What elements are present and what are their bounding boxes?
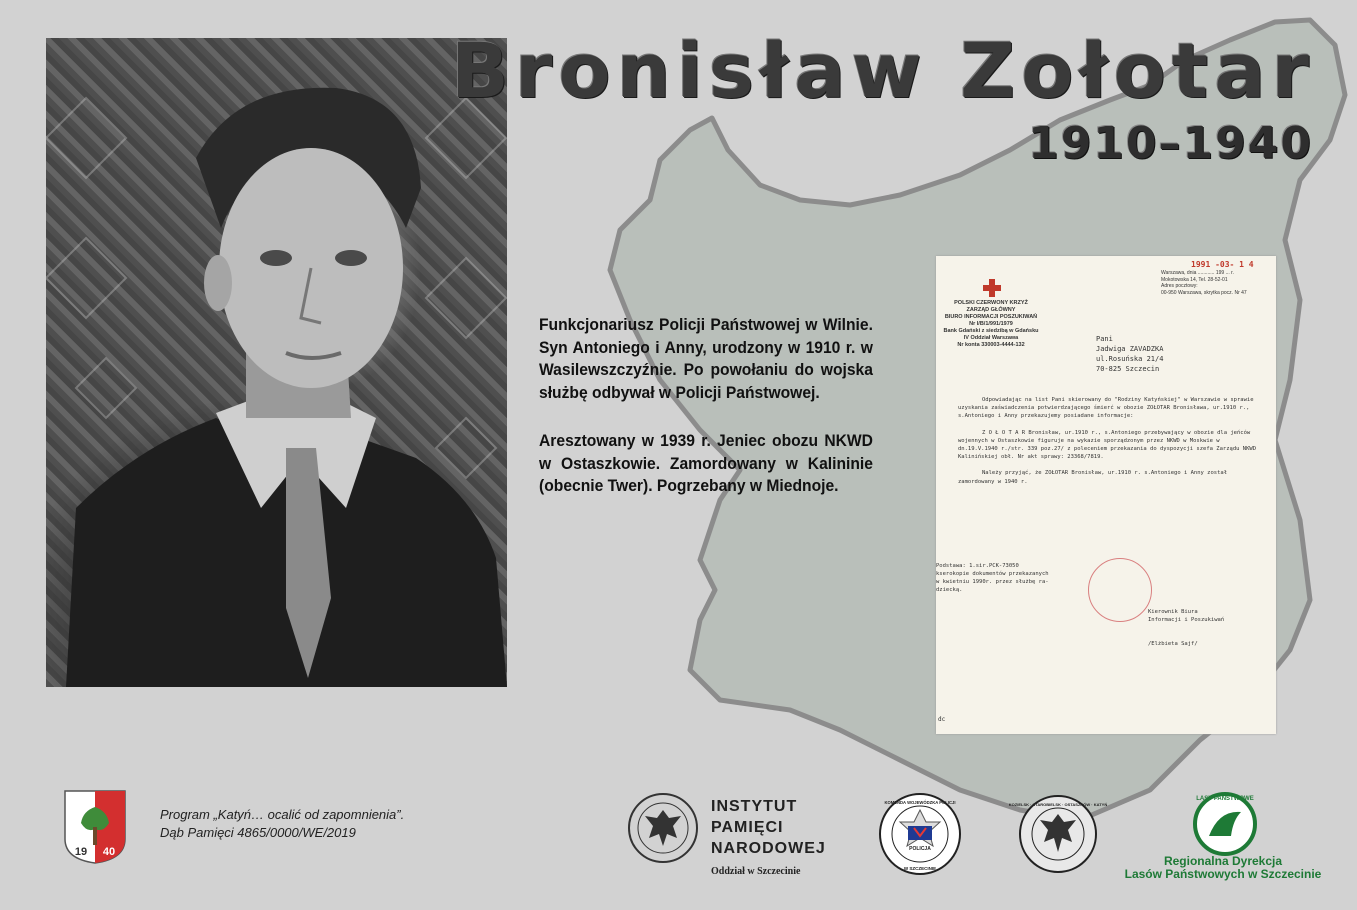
lasy-line-1: Regionalna Dyrekcja [1163,854,1283,868]
document-footer-block [936,562,1049,594]
bio-paragraph-1: Funkcjonariusz Policji Państwowej w Wilnie. Syn Antoniego i Anny, urodzony w 1910 r. w Wasilewszczyźnie. Po powołaniu do wojska służbę odbywał w Policji Państwowej. [539,315,873,402]
document-signature-line: /Elżbieta Sajf/ [1148,641,1198,647]
program-caption [160,806,404,842]
document-address-block [1096,334,1163,374]
lasy-directorate-name [1120,855,1326,881]
document-header-block [1161,270,1247,296]
lasy-panstwowe-logo [1189,790,1261,856]
document-org-line: ZARZĄD GŁÓWNY [966,307,1016,313]
police-badge-label: POLICJA [909,846,931,852]
life-years: 1910–1940 [1028,118,1313,169]
ipn-name [711,796,826,859]
document-address-line: ul.Rosuńska 21/4 [1096,355,1164,363]
katyn-1940-shield-logo [63,789,127,865]
ipn-eagle-seal-icon [627,792,699,864]
document-footer-line: w kwietniu 1990r. przez służbę ra- [936,579,1049,585]
document-signature-block [1148,608,1224,648]
document-signature-line [1148,624,1224,632]
document-footer-line: dziecką. [936,587,963,593]
document-org-line: BIURO INFORMACJI POSZUKIWAŃ [944,314,1038,320]
logo-1940-right: 40 [102,846,116,858]
document-footer-line: kserokopie dokumentów przekazanych [936,571,1049,577]
police-text-bottom: W SZCZECINIE [903,866,937,871]
police-text-top: KOMENDA WOJEWÓDZKA POLICJI [884,800,956,805]
document-header-line: Mokotowska 14, Tel. 28-52-01 [1161,276,1228,283]
bio-paragraph-2: Aresztowany w 1939 r. Jeniec obozu NKWD w Ostaszkowie. Zamordowany w Kalininie (obecnie Twer). Pogrzebany w Miednoje. [539,431,873,495]
ipn-line-3: NARODOWEJ [711,840,826,857]
ipn-line-2: PAMIĘCI [711,819,784,836]
logo-1940-left: 19 [74,846,88,858]
document-org-line: IV Oddział Warszawa [963,335,1019,341]
lasy-badge-text: LASY PAŃSTWOWE [1196,796,1254,802]
document-org-line: Bank Gdański z siedzibą w Gdańsku [943,328,1039,334]
document-seal-stamp [1088,558,1152,622]
document-body-paragraph: Odpowiadając na list Pani skierowany do "Rodziny Katyńskiej" w Warszawie w sprawie uzyskania zaświadczenia potwierdzającego śmierć w obozie ZOŁOTAR Bronisława, ur.1910 r., s.Antoniego i Anny przekazujemy posiadane informacje: [958,397,1254,420]
document-address-line: Jadwiga ZAVADZKA [1096,345,1164,353]
document-header-line: Adres pocztowy: [1161,283,1198,289]
document-org-line: POLSKI CZERWONY KRZYŻ [954,300,1028,306]
document-footer-line: Podstawa: 1.sir.PCK-73050 [936,563,1019,569]
document-signature-line: Kierownik Biura [1148,609,1198,615]
portrait-figure [46,38,507,687]
program-line-1: Program „Katyń… ocalić od zapomnienia”. [160,807,405,822]
document-body-paragraph: Z O Ł O T A R Bronisław, ur.1910 r., s.Antoniego przebywający w obozie dla jeńców wojennych w Ostaszkowie figuruje na wykazie sporządzonym przez NKWD w Moskwie w dn.19.V.1940 r./str. 339 poz.27/ z poleceniem przekazania do dyspozycji szefa Zarządu NKWD Kalinińskiej obł. Nr akt sprawy: 23368/7819. [958,429,1257,461]
ipn-line-1: INSTYTUT [711,798,798,815]
lasy-line-2: Lasów Państwowych w Szczecinie [1124,867,1322,881]
police-badge-icon [878,792,962,876]
red-cross-icon [982,278,1002,298]
document-initials: dc [938,716,946,723]
katyn-eagle-seal-icon [1008,794,1108,874]
document-address-line: Pani [1096,335,1113,343]
document-signature-line [1148,632,1224,640]
document-body-paragraph: Należy przyjąć, że ZOŁOTAR Bronisław, ur.1910 r. s.Antoniego i Anny został zamordowany w 1940 r. [958,470,1228,485]
biography-text [539,314,873,524]
document-header-line: Warszawa, dnia ............ 199 ... r. [1161,270,1234,276]
document-body [958,396,1258,494]
document-stamp-date: 1991 -03- 1 4 [1191,260,1254,269]
document-address-line: 70-825 Szczecin [1096,365,1160,373]
document-org-line: Nr konta 330003-4444-132 [957,342,1025,348]
document-signature-line: Informacji i Poszukiwań [1148,617,1225,623]
program-line-2: Dąb Pamięci 4865/0000/WE/2019 [160,825,356,840]
document-org-line: Nr I/B/1/991/1979 [969,321,1013,327]
katyn-seal-text: KOZIELSK · STAROBIELSK · OSTASZKÓW · KATYŃ [1008,802,1108,807]
person-name-title: Bronisław Zołotar [450,26,1315,115]
ipn-branch: Oddział w Szczecinie [711,866,801,877]
portrait-photo [46,38,507,687]
document-header-line: 00-950 Warszawa, skrytka pocz. Nr 47 [1161,289,1247,296]
document-org-block [936,300,1046,349]
red-cross-document [936,256,1276,734]
